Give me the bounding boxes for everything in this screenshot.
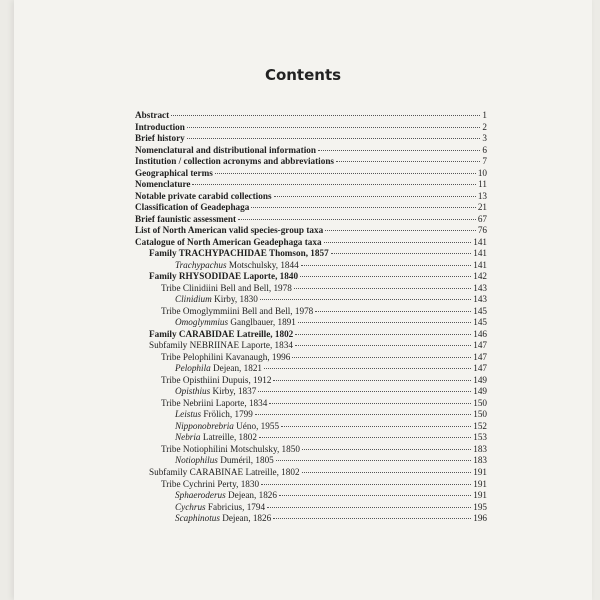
toc-entry-label (175, 513, 271, 525)
toc-page-number: 2 (482, 121, 487, 132)
dot-leader (315, 311, 471, 312)
toc-genus-author: Kirby, 1830 (211, 294, 258, 305)
toc-page-number: 191 (473, 478, 487, 489)
toc-genus-name: Nebria (175, 432, 201, 443)
toc-entry (135, 248, 487, 260)
toc-entry (135, 168, 487, 180)
toc-genus-author: Dejean, 1821 (210, 363, 263, 374)
toc-entry-label: Notable private carabid collections (135, 190, 272, 201)
toc-genus-author: Kirby, 1837 (210, 386, 257, 397)
dot-leader (260, 299, 471, 300)
toc-genus-name: Opisthius (175, 386, 211, 397)
toc-entry-label: Tribe Nebriini Laporte, 1834 (161, 397, 268, 408)
toc-page-number: 191 (473, 466, 487, 477)
toc-genus-author: Dejean, 1826 (225, 490, 277, 501)
toc-entry (135, 340, 487, 352)
toc-entry-label: Family TRACHYPACHIDAE Thomson, 1857 (149, 248, 329, 259)
toc-page-number: 143 (473, 294, 487, 305)
toc-entry (135, 386, 487, 398)
toc-entry-label: Tribe Clinidiini Bell and Bell, 1978 (161, 282, 292, 293)
toc-entry (135, 214, 487, 226)
toc-entry (135, 191, 487, 203)
toc-page-number: 143 (473, 282, 487, 293)
dot-leader (292, 357, 471, 358)
table-of-contents (135, 110, 487, 525)
toc-genus-author: Motschulsky, 1844 (226, 259, 299, 270)
toc-genus-name: Nipponobrebria (175, 420, 234, 431)
toc-entry (135, 513, 487, 525)
page-title: Contents (264, 66, 342, 84)
toc-entry (135, 329, 487, 341)
toc-entry (135, 306, 487, 318)
toc-entry-label: Tribe Omoglymmiini Bell and Bell, 1978 (161, 305, 314, 316)
dot-leader (264, 368, 471, 369)
dot-leader (336, 161, 480, 162)
toc-entry (135, 444, 487, 456)
toc-entry-label: Subfamily CARABINAE Latreille, 1802 (149, 466, 300, 477)
toc-page-number: 141 (473, 259, 487, 270)
toc-entry-label (175, 432, 257, 444)
toc-page-number: 3 (482, 133, 487, 144)
toc-page-number: 149 (473, 386, 487, 397)
dot-leader (302, 472, 472, 473)
toc-entry-label: Tribe Pelophilini Kavanaugh, 1996 (161, 351, 291, 362)
toc-page-number: 141 (473, 236, 487, 247)
book-page (14, 0, 592, 600)
toc-entry-label: Geographical terms (135, 167, 213, 178)
toc-entry (135, 317, 487, 329)
toc-entry-label: Introduction (135, 121, 185, 132)
toc-entry (135, 294, 487, 306)
toc-entry (135, 133, 487, 145)
dot-leader (298, 322, 471, 323)
toc-entry (135, 145, 487, 157)
toc-genus-name: Sphaeroderus (175, 490, 226, 501)
toc-entry (135, 110, 487, 122)
toc-entry-label (175, 409, 253, 421)
toc-entry-label (175, 421, 279, 433)
toc-genus-name: Omoglymmius (175, 317, 229, 328)
toc-page-number: 13 (477, 190, 487, 201)
toc-page-number: 76 (477, 225, 487, 236)
dot-leader (238, 219, 476, 220)
toc-entry (135, 352, 487, 364)
toc-page-number: 1 (482, 110, 487, 120)
toc-page-number: 191 (473, 490, 487, 501)
toc-genus-name: Pelophila (175, 363, 211, 374)
toc-page-number: 145 (473, 317, 487, 328)
dot-leader (259, 437, 471, 438)
toc-genus-name: Clinidium (175, 294, 212, 305)
toc-page-number: 152 (473, 420, 487, 431)
toc-entry (135, 271, 487, 283)
toc-entry-label: Brief faunistic assessment (135, 213, 237, 224)
toc-entry-label (175, 490, 277, 502)
dot-leader (331, 253, 472, 254)
toc-page-number: 145 (473, 305, 487, 316)
dot-leader (300, 276, 471, 277)
toc-page-number: 146 (473, 328, 487, 339)
toc-page-number: 21 (477, 202, 487, 213)
toc-page-number: 153 (473, 432, 487, 443)
dot-leader (187, 127, 481, 128)
toc-entry (135, 260, 487, 272)
dot-leader (255, 414, 471, 415)
toc-entry-label: Family RHYSODIDAE Laporte, 1840 (149, 271, 299, 282)
toc-genus-name: Trachypachus (175, 259, 227, 270)
dot-leader (273, 518, 471, 519)
toc-entry-label: Nomenclatural and distributional information (135, 144, 316, 155)
toc-page-number: 147 (473, 363, 487, 374)
toc-entry-label: Brief history (135, 133, 185, 144)
toc-entry (135, 179, 487, 191)
toc-genus-author: Uéno, 1955 (233, 420, 280, 431)
toc-entry (135, 375, 487, 387)
dot-leader (171, 115, 480, 116)
dot-leader (267, 507, 471, 508)
toc-page-number: 142 (473, 271, 487, 282)
toc-entry-label (175, 363, 262, 375)
toc-entry (135, 409, 487, 421)
toc-entry (135, 421, 487, 433)
toc-genus-name: Leistus (175, 409, 202, 420)
toc-entry (135, 122, 487, 134)
toc-entry (135, 283, 487, 295)
toc-entry (135, 398, 487, 410)
toc-genus-author: Fabricius, 1794 (205, 501, 266, 512)
toc-entry-label (175, 502, 265, 514)
toc-page-number: 7 (482, 156, 487, 167)
toc-page-number: 195 (473, 501, 487, 512)
toc-page-number: 11 (478, 179, 487, 190)
toc-entry-label (175, 386, 256, 398)
toc-entry-label: Abstract (135, 110, 170, 120)
toc-page-number: 183 (473, 443, 487, 454)
dot-leader (325, 230, 476, 231)
toc-page-number: 6 (482, 144, 487, 155)
toc-page-number: 67 (477, 213, 487, 224)
dot-leader (269, 403, 471, 404)
dot-leader (251, 207, 475, 208)
toc-entry-label: Family CARABIDAE Latreille, 1802 (149, 328, 294, 339)
toc-entry (135, 490, 487, 502)
toc-entry-label (175, 260, 299, 272)
dot-leader (301, 265, 472, 266)
toc-genus-author: Frölich, 1799 (201, 409, 253, 420)
dot-leader (294, 288, 471, 289)
toc-genus-name: Scaphinotus (175, 513, 220, 524)
dot-leader (295, 334, 471, 335)
dot-leader (192, 184, 476, 185)
toc-entry-label: Nomenclature (135, 179, 191, 190)
toc-entry-label: Institution / collection acronyms and abbreviations (135, 156, 334, 167)
toc-entry (135, 225, 487, 237)
toc-page-number: 149 (473, 374, 487, 385)
toc-entry (135, 467, 487, 479)
toc-entry (135, 432, 487, 444)
toc-entry (135, 237, 487, 249)
toc-page-number: 10 (477, 167, 487, 178)
dot-leader (281, 426, 471, 427)
toc-genus-author: Latreille, 1802 (200, 432, 257, 443)
dot-leader (324, 242, 472, 243)
toc-genus-name: Notiophilus (175, 455, 218, 466)
toc-entry-label: Tribe Cychrini Perty, 1830 (161, 478, 260, 489)
toc-entry (135, 363, 487, 375)
toc-entry-label: Classification of Geadephaga (135, 202, 250, 213)
toc-entry-label: Subfamily NEBRIINAE Laporte, 1834 (149, 340, 293, 351)
toc-entry-label (175, 294, 258, 306)
dot-leader (295, 345, 471, 346)
dot-leader (258, 391, 471, 392)
dot-leader (215, 173, 476, 174)
toc-entry (135, 202, 487, 214)
toc-page-number: 183 (473, 455, 487, 466)
toc-genus-author: Ganglbauer, 1891 (228, 317, 296, 328)
toc-entry (135, 502, 487, 514)
toc-entry-label: Catalogue of North American Geadephaga taxa (135, 236, 322, 247)
toc-page-number: 196 (473, 513, 487, 524)
toc-entry-label: Tribe Notiophilini Motschulsky, 1850 (161, 443, 300, 454)
toc-entry-label (175, 455, 274, 467)
dot-leader (302, 449, 471, 450)
dot-leader (187, 138, 481, 139)
toc-page-number: 150 (473, 397, 487, 408)
dot-leader (276, 460, 471, 461)
toc-page-number: 141 (473, 248, 487, 259)
dot-leader (279, 495, 471, 496)
toc-entry (135, 156, 487, 168)
dot-leader (274, 196, 476, 197)
toc-genus-author: Dejean, 1826 (219, 513, 272, 524)
dot-leader (273, 380, 471, 381)
toc-page-number: 150 (473, 409, 487, 420)
toc-entry-label (175, 317, 296, 329)
toc-page-number: 147 (473, 351, 487, 362)
dot-leader (318, 150, 480, 151)
toc-page-number: 147 (473, 340, 487, 351)
toc-entry-label: Tribe Opisthiini Dupuis, 1912 (161, 374, 272, 385)
toc-genus-author: Duméril, 1805 (217, 455, 274, 466)
dot-leader (261, 484, 471, 485)
toc-entry-label: List of North American valid species-group taxa (135, 225, 324, 236)
toc-entry (135, 455, 487, 467)
toc-genus-name: Cychrus (175, 501, 206, 512)
toc-entry (135, 479, 487, 491)
